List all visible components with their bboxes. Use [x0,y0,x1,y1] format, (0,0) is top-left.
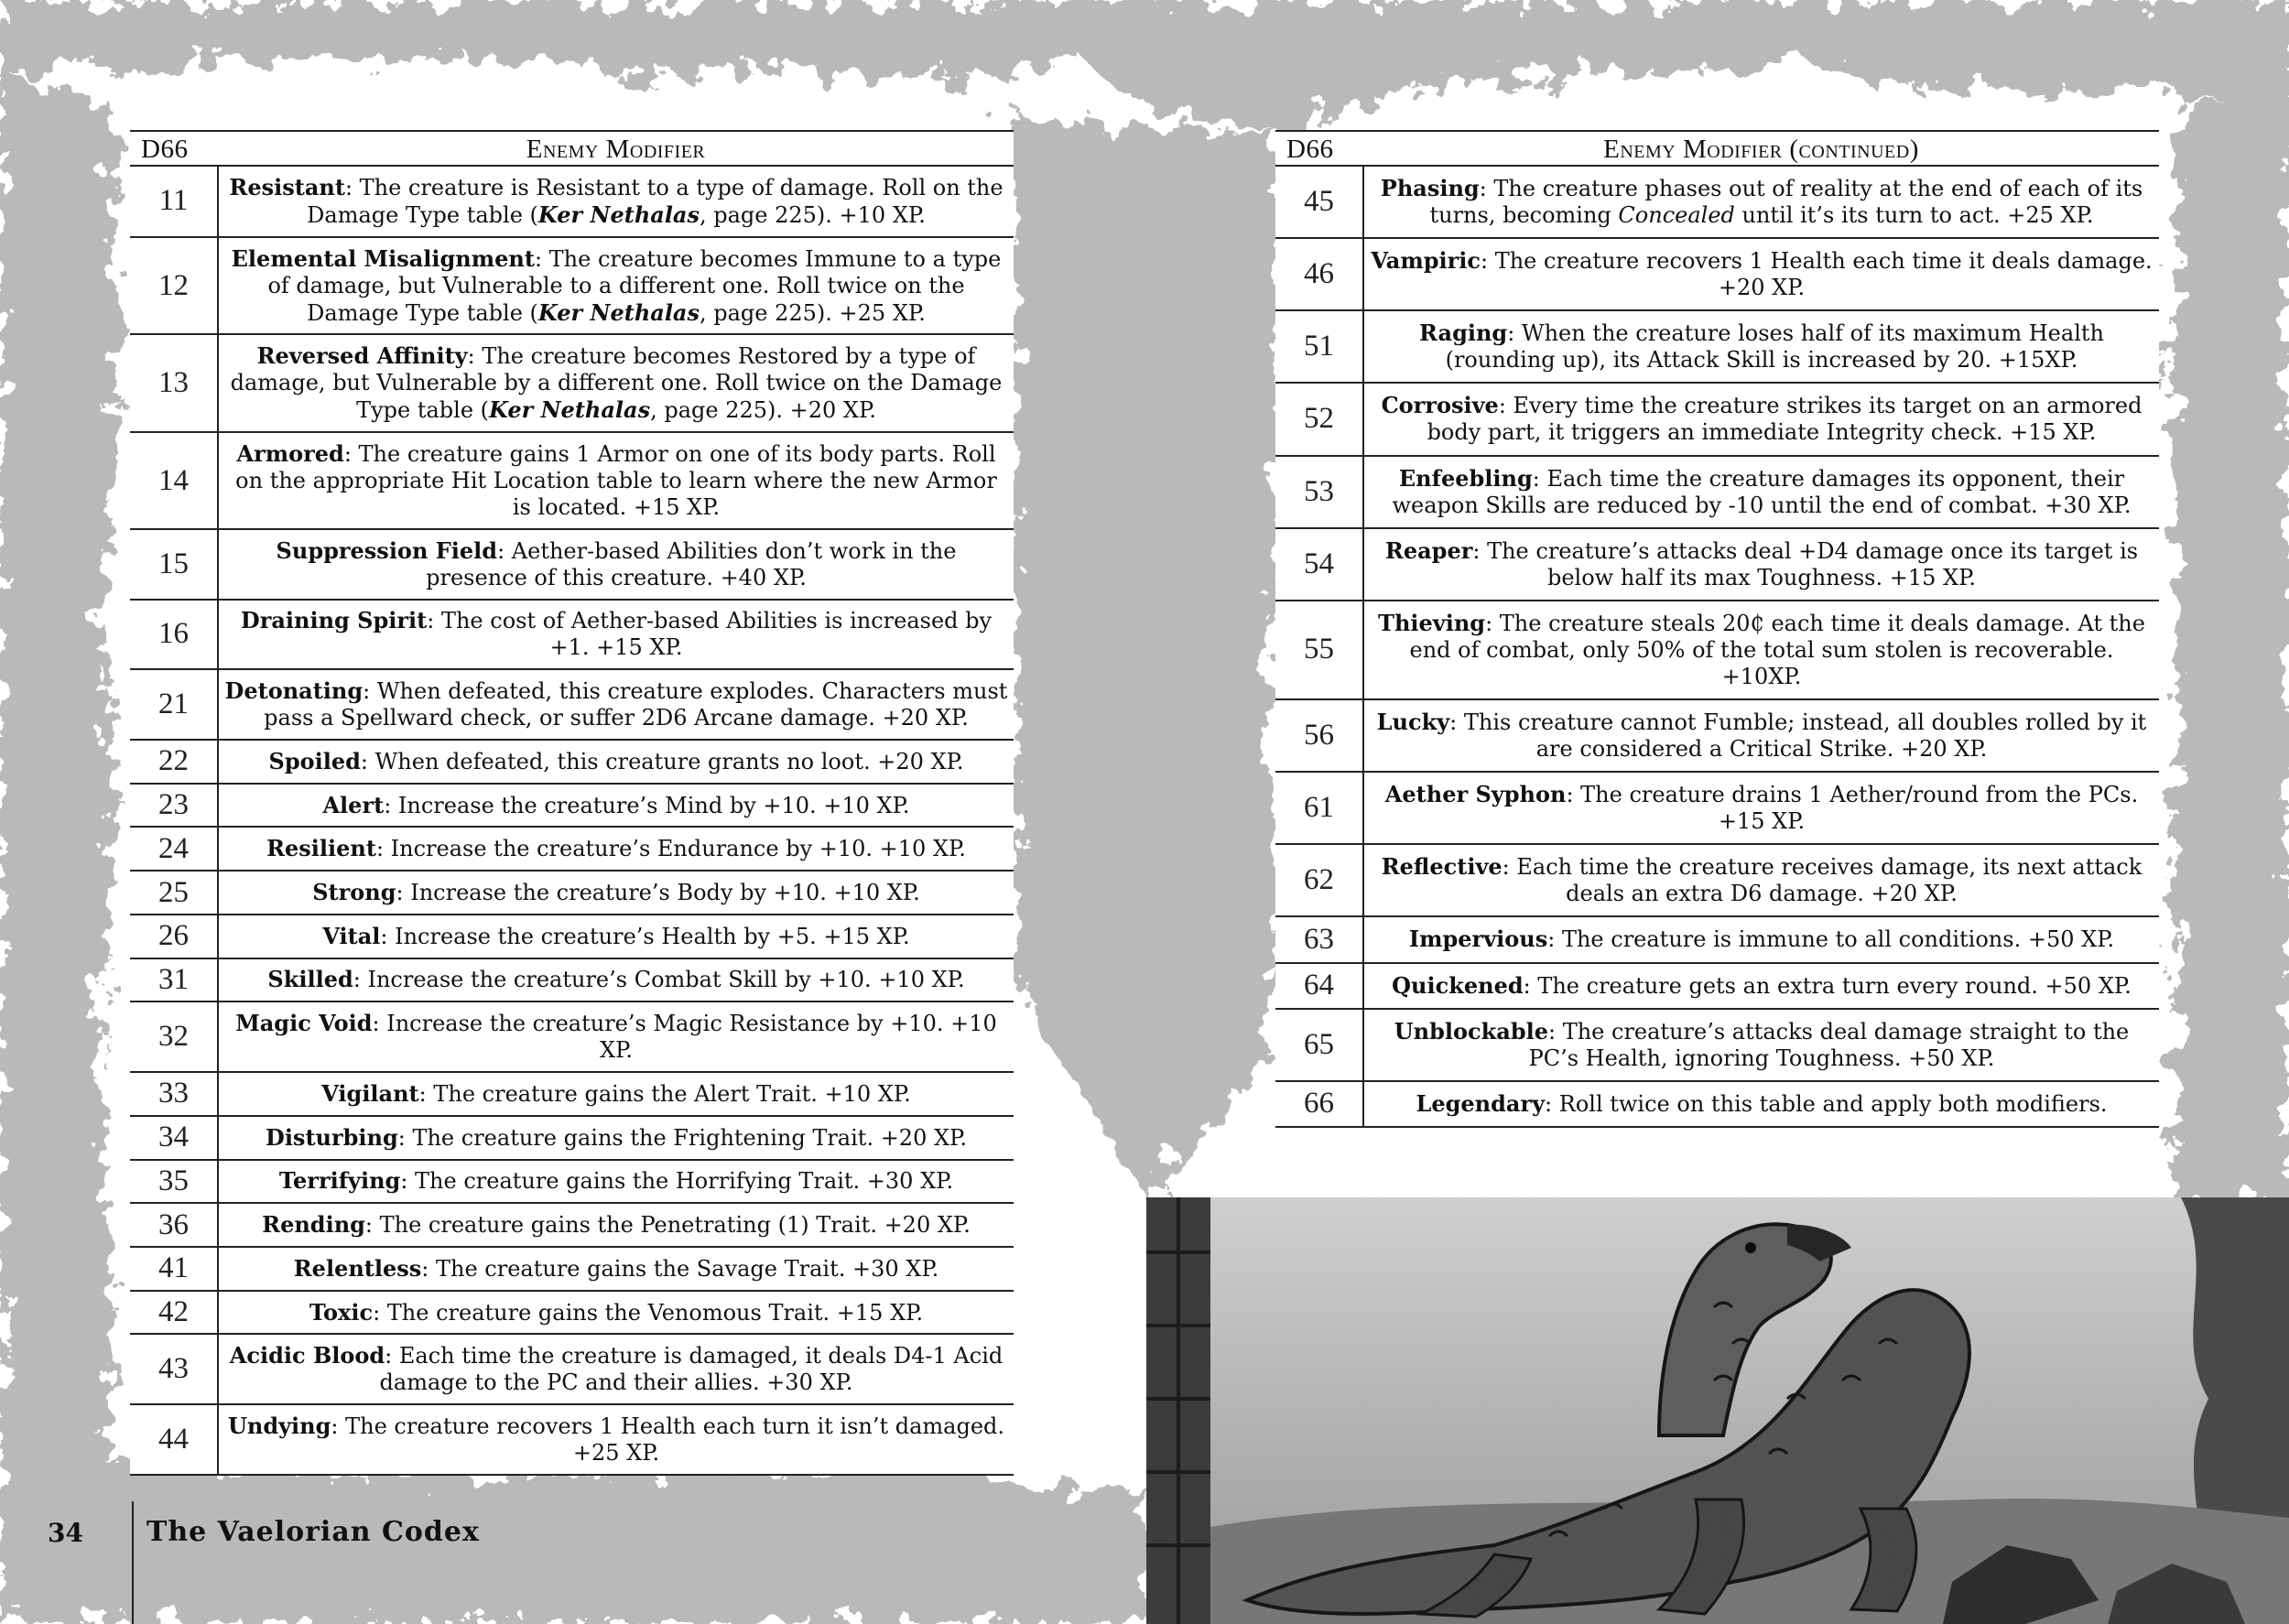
roll-value: 25 [130,871,218,915]
table-row [1275,528,2159,601]
modifier-name: Strong [312,879,396,906]
enemy-modifier-column-header: Enemy Modifier [218,131,1014,166]
modifier-text: : The creature gains the Frightening Trait. +20 XP. [397,1124,967,1151]
modifier-name: Legendary [1416,1089,1546,1117]
modifier-text: : Increase the creature’s Health by +5. +15 XP. [380,923,910,949]
modifier-text: : Increase the creature’s Endurance by +10. +10 XP. [375,836,966,862]
modifier-name: Alert [322,791,385,818]
modifier-description [218,166,1014,237]
modifier-text-suffix: , page 225). +25 XP. [700,299,926,326]
modifier-text: : Increase the creature’s Mind by +10. +10 XP. [384,792,910,818]
modifier-name: Vital [322,922,381,949]
table-row [130,915,1014,958]
roll-value: 36 [130,1203,218,1247]
modifier-text-suffix: , page 225). +20 XP. [650,397,876,424]
table-row [1275,963,2159,1009]
modifier-description [218,784,1014,828]
modifier-reference: Ker Nethalas [537,200,700,228]
table-row [1275,456,2159,528]
modifier-text: : Roll twice on this table and apply both modifiers. [1545,1090,2108,1117]
modifier-text: : The creature recovers 1 Health each turn it isn’t damaged. +25 XP. [331,1413,1005,1466]
enemy-modifier-table [130,130,1014,1476]
table-row [130,166,1014,237]
modifier-name: Lucky [1376,709,1450,736]
modifier-text: : When defeated, this creature explodes. Characters must pass a Spellward check, or suffer 2D6 Arcane damage. +20 XP. [264,678,1008,731]
modifier-name: Armored [236,440,344,468]
roll-value: 43 [130,1334,218,1404]
modifier-text: : Each time the creature damages its opponent, their weapon Skills are reduced by -10 until the end of combat. +30 XP. [1392,465,2132,518]
roll-value: 15 [130,529,218,600]
enemy-modifier-rows [130,166,1014,1475]
modifier-name: Phasing [1380,175,1480,202]
table-row [1275,166,2159,238]
modifier-description [218,432,1014,529]
table-row [1275,310,2159,383]
modifier-name: Rending [262,1211,365,1239]
modifier-description [1363,456,2159,528]
modifier-name: Acidic Blood [229,1342,385,1370]
table-row [130,827,1014,871]
modifier-description [218,669,1014,740]
roll-value: 63 [1275,916,1363,962]
table-row [1275,1081,2159,1127]
modifier-text: : When the creature loses half of its maximum Health (rounding up), its Attack Skill is increased by 20. +15XP. [1445,320,2104,374]
modifier-description [218,871,1014,915]
modifier-description [1363,601,2159,699]
modifier-text: : The creature becomes Restored by a type of damage, but Vulnerable by a different one. Roll twice on the Damage Type table ( [230,343,1003,424]
modifier-description [218,1001,1014,1072]
modifier-text: : The creature phases out of reality at the end of each of its turns, becoming [1429,176,2143,229]
roll-value: 66 [1275,1081,1363,1127]
roll-value: 53 [1275,456,1363,528]
modifier-description [218,1291,1014,1335]
modifier-name: Disturbing [266,1123,398,1151]
modifier-description [1363,166,2159,238]
modifier-text: : The creature gains the Horrifying Trait. +30 XP. [400,1168,954,1195]
modifier-name: Reaper [1384,536,1473,564]
modifier-text: : This creature cannot Fumble; instead, all doubles rolled by it are considered a Critical Strike. +20 XP. [1449,709,2147,763]
table-row [130,432,1014,529]
table-row [130,237,1014,335]
modifier-text: : The creature is Resistant to a type of damage. Roll on the Damage Type table ( [307,174,1003,228]
roll-value: 14 [130,432,218,529]
table-row [130,1291,1014,1335]
modifier-name: Skilled [267,966,353,993]
roll-value: 45 [1275,166,1363,238]
modifier-name: Impervious [1408,926,1548,953]
d66-column-header: D66 [130,131,218,166]
modifier-name: Unblockable [1394,1017,1548,1045]
table-row [1275,699,2159,772]
modifier-reference: Ker Nethalas [489,396,651,424]
roll-value: 51 [1275,310,1363,383]
modifier-name: Reversed Affinity [256,342,468,370]
roll-value: 64 [1275,963,1363,1009]
modifier-name: Toxic [309,1298,374,1326]
modifier-description [218,958,1014,1002]
roll-value: 32 [130,1001,218,1072]
modifier-text: : The creature gets an extra turn every round. +50 XP. [1523,972,2132,999]
footer-rule [132,1501,134,1624]
table-row [1275,772,2159,844]
modifier-name: Undying [227,1412,331,1439]
modifier-text: : Increase the creature’s Magic Resistance by +10. +10 XP. [372,1011,997,1064]
roll-value: 12 [130,237,218,335]
roll-value: 23 [130,784,218,828]
roll-value: 56 [1275,699,1363,772]
modifier-text: : The creature is immune to all conditions. +50 XP. [1547,926,2115,953]
enemy-modifier-continued-column-header: Enemy Modifier (continued) [1363,131,2159,166]
modifier-name: Aether Syphon [1384,781,1567,808]
roll-value: 65 [1275,1009,1363,1081]
table-row [130,1001,1014,1072]
table-row [130,1334,1014,1404]
modifier-text: : The creature steals 20₵ each time it deals damage. At the end of combat, only 50% of the total sum stolen is recoverable. +10XP. [1409,610,2145,689]
modifier-description [1363,772,2159,844]
roll-value: 26 [130,915,218,958]
modifier-reference: Ker Nethalas [537,298,700,326]
modifier-name: Thieving [1378,609,1486,636]
modifier-text: : The creature gains the Penetrating (1) Trait. +20 XP. [364,1212,971,1239]
modifier-description [218,1203,1014,1247]
modifier-name: Raging [1419,319,1508,347]
roll-value: 46 [1275,238,1363,310]
roll-value: 35 [130,1160,218,1204]
roll-value: 61 [1275,772,1363,844]
table-row [130,669,1014,740]
modifier-name: Enfeebling [1398,464,1533,492]
roll-value: 33 [130,1072,218,1116]
modifier-description [218,915,1014,958]
modifier-description [218,1334,1014,1404]
table-row [130,1160,1014,1204]
table-row [130,334,1014,432]
modifier-text: : Increase the creature’s Body by +10. +10 XP. [396,880,920,906]
modifier-text: : The creature’s attacks deal +D4 damage once its target is below half its max Toughness. +15 XP. [1472,537,2139,590]
right-page [1144,0,2289,1624]
modifier-name: Spoiled [268,747,361,774]
modifier-text: : The creature gains the Alert Trait. +10 XP. [418,1080,911,1107]
modifier-text: : The creature gains the Savage Trait. +30 XP. [421,1255,939,1282]
modifier-text: : The creature gains the Venomous Trait. +15 XP. [373,1299,924,1326]
modifier-description [218,827,1014,871]
modifier-description [1363,1081,2159,1127]
book-title: The Vaelorian Codex [146,1516,480,1548]
roll-value: 55 [1275,601,1363,699]
modifier-description [1363,844,2159,916]
modifier-name: Quickened [1392,971,1524,999]
roll-value: 44 [130,1404,218,1475]
table-row [130,1116,1014,1160]
table-row [130,784,1014,828]
modifier-name: Reflective [1381,853,1502,881]
enemy-modifier-continued-table [1275,130,2159,1128]
modifier-text: : The creature recovers 1 Health each time it deals damage. +20 XP. [1480,248,2153,301]
modifier-description [218,740,1014,784]
modifier-name: Detonating [224,677,363,705]
modifier-text: : The creature’s attacks deal damage straight to the PC’s Health, ignoring Toughness. +50 XP. [1528,1018,2130,1071]
modifier-text: : Every time the creature strikes its target on an armored body part, it triggers an immediate Integrity check. +15 XP. [1427,393,2143,446]
roll-value: 54 [1275,528,1363,601]
table-row [130,871,1014,915]
modifier-description [218,1116,1014,1160]
roll-value: 21 [130,669,218,740]
modifier-reference: Concealed [1618,202,1735,229]
modifier-name: Relentless [293,1254,422,1282]
modifier-name: Terrifying [278,1167,401,1195]
modifier-text: : The creature drains 1 Aether/round from the PCs. +15 XP. [1566,782,2139,835]
modifier-description [218,1247,1014,1291]
modifier-description [218,1160,1014,1204]
modifier-description [1363,699,2159,772]
modifier-text-suffix: until it’s its turn to act. +25 XP. [1734,202,2094,229]
modifier-text: : Aether-based Abilities don’t work in the presence of this creature. +40 XP. [426,537,957,590]
modifier-name: Vigilant [321,1079,419,1107]
modifier-text: : The cost of Aether-based Abilities is increased by +1. +15 XP. [427,608,993,661]
table-row [1275,1009,2159,1081]
table-row [1275,601,2159,699]
modifier-name: Resilient [266,835,376,862]
table-row [1275,844,2159,916]
modifier-name: Elemental Misalignment [231,244,535,272]
modifier-description [1363,383,2159,455]
modifier-description [218,600,1014,670]
modifier-name: Suppression Field [276,536,498,564]
roll-value: 22 [130,740,218,784]
modifier-description [218,334,1014,432]
roll-value: 41 [130,1247,218,1291]
modifier-name: Vampiric [1371,247,1481,275]
modifier-text: : Each time the creature is damaged, it deals D4-1 Acid damage to the PC and their allies. +30 XP. [379,1343,1003,1396]
modifier-description [218,1404,1014,1475]
page-number: 34 [48,1518,83,1548]
modifier-description [218,1072,1014,1116]
modifier-text: : The creature gains 1 Armor on one of its body parts. Roll on the appropriate Hit Location table to learn where the new Armor is located. +15 XP. [235,441,997,521]
table-row [130,529,1014,600]
modifier-name: Corrosive [1381,392,1499,419]
table-row [130,1404,1014,1475]
modifier-text: : The creature becomes Immune to a type of damage, but Vulnerable to a different one. Roll twice on the Damage Type table ( [267,245,1002,326]
modifier-text: : When defeated, this creature grants no loot. +20 XP. [360,748,964,774]
roll-value: 62 [1275,844,1363,916]
table-row [130,600,1014,670]
modifier-text-suffix: , page 225). +10 XP. [700,201,926,228]
modifier-name: Resistant [229,173,345,200]
roll-value: 11 [130,166,218,237]
modifier-description [1363,528,2159,601]
table-row [1275,238,2159,310]
modifier-description [1363,963,2159,1009]
roll-value: 16 [130,600,218,670]
left-page [0,0,1144,1624]
modifier-description [1363,916,2159,962]
enemy-modifier-continued-rows [1275,166,2159,1127]
table-row [1275,916,2159,962]
modifier-description [218,237,1014,335]
roll-value: 52 [1275,383,1363,455]
modifier-description [1363,1009,2159,1081]
modifier-name: Draining Spirit [240,607,428,634]
modifier-description [1363,238,2159,310]
modifier-description [218,529,1014,600]
modifier-text: : Each time the creature receives damage, its next attack deals an extra D6 damage. +20 XP. [1502,854,2143,907]
roll-value: 24 [130,827,218,871]
table-row [130,1247,1014,1291]
modifier-name: Magic Void [235,1010,373,1037]
table-row [130,1072,1014,1116]
table-row [130,958,1014,1002]
table-row [1275,383,2159,455]
roll-value: 13 [130,334,218,432]
modifier-text: : Increase the creature’s Combat Skill by +10. +10 XP. [353,967,965,993]
table-row [130,1203,1014,1247]
roll-value: 31 [130,958,218,1002]
roll-value: 34 [130,1116,218,1160]
roll-value: 42 [130,1291,218,1335]
d66-column-header: D66 [1275,131,1363,166]
table-row [130,740,1014,784]
modifier-description [1363,310,2159,383]
